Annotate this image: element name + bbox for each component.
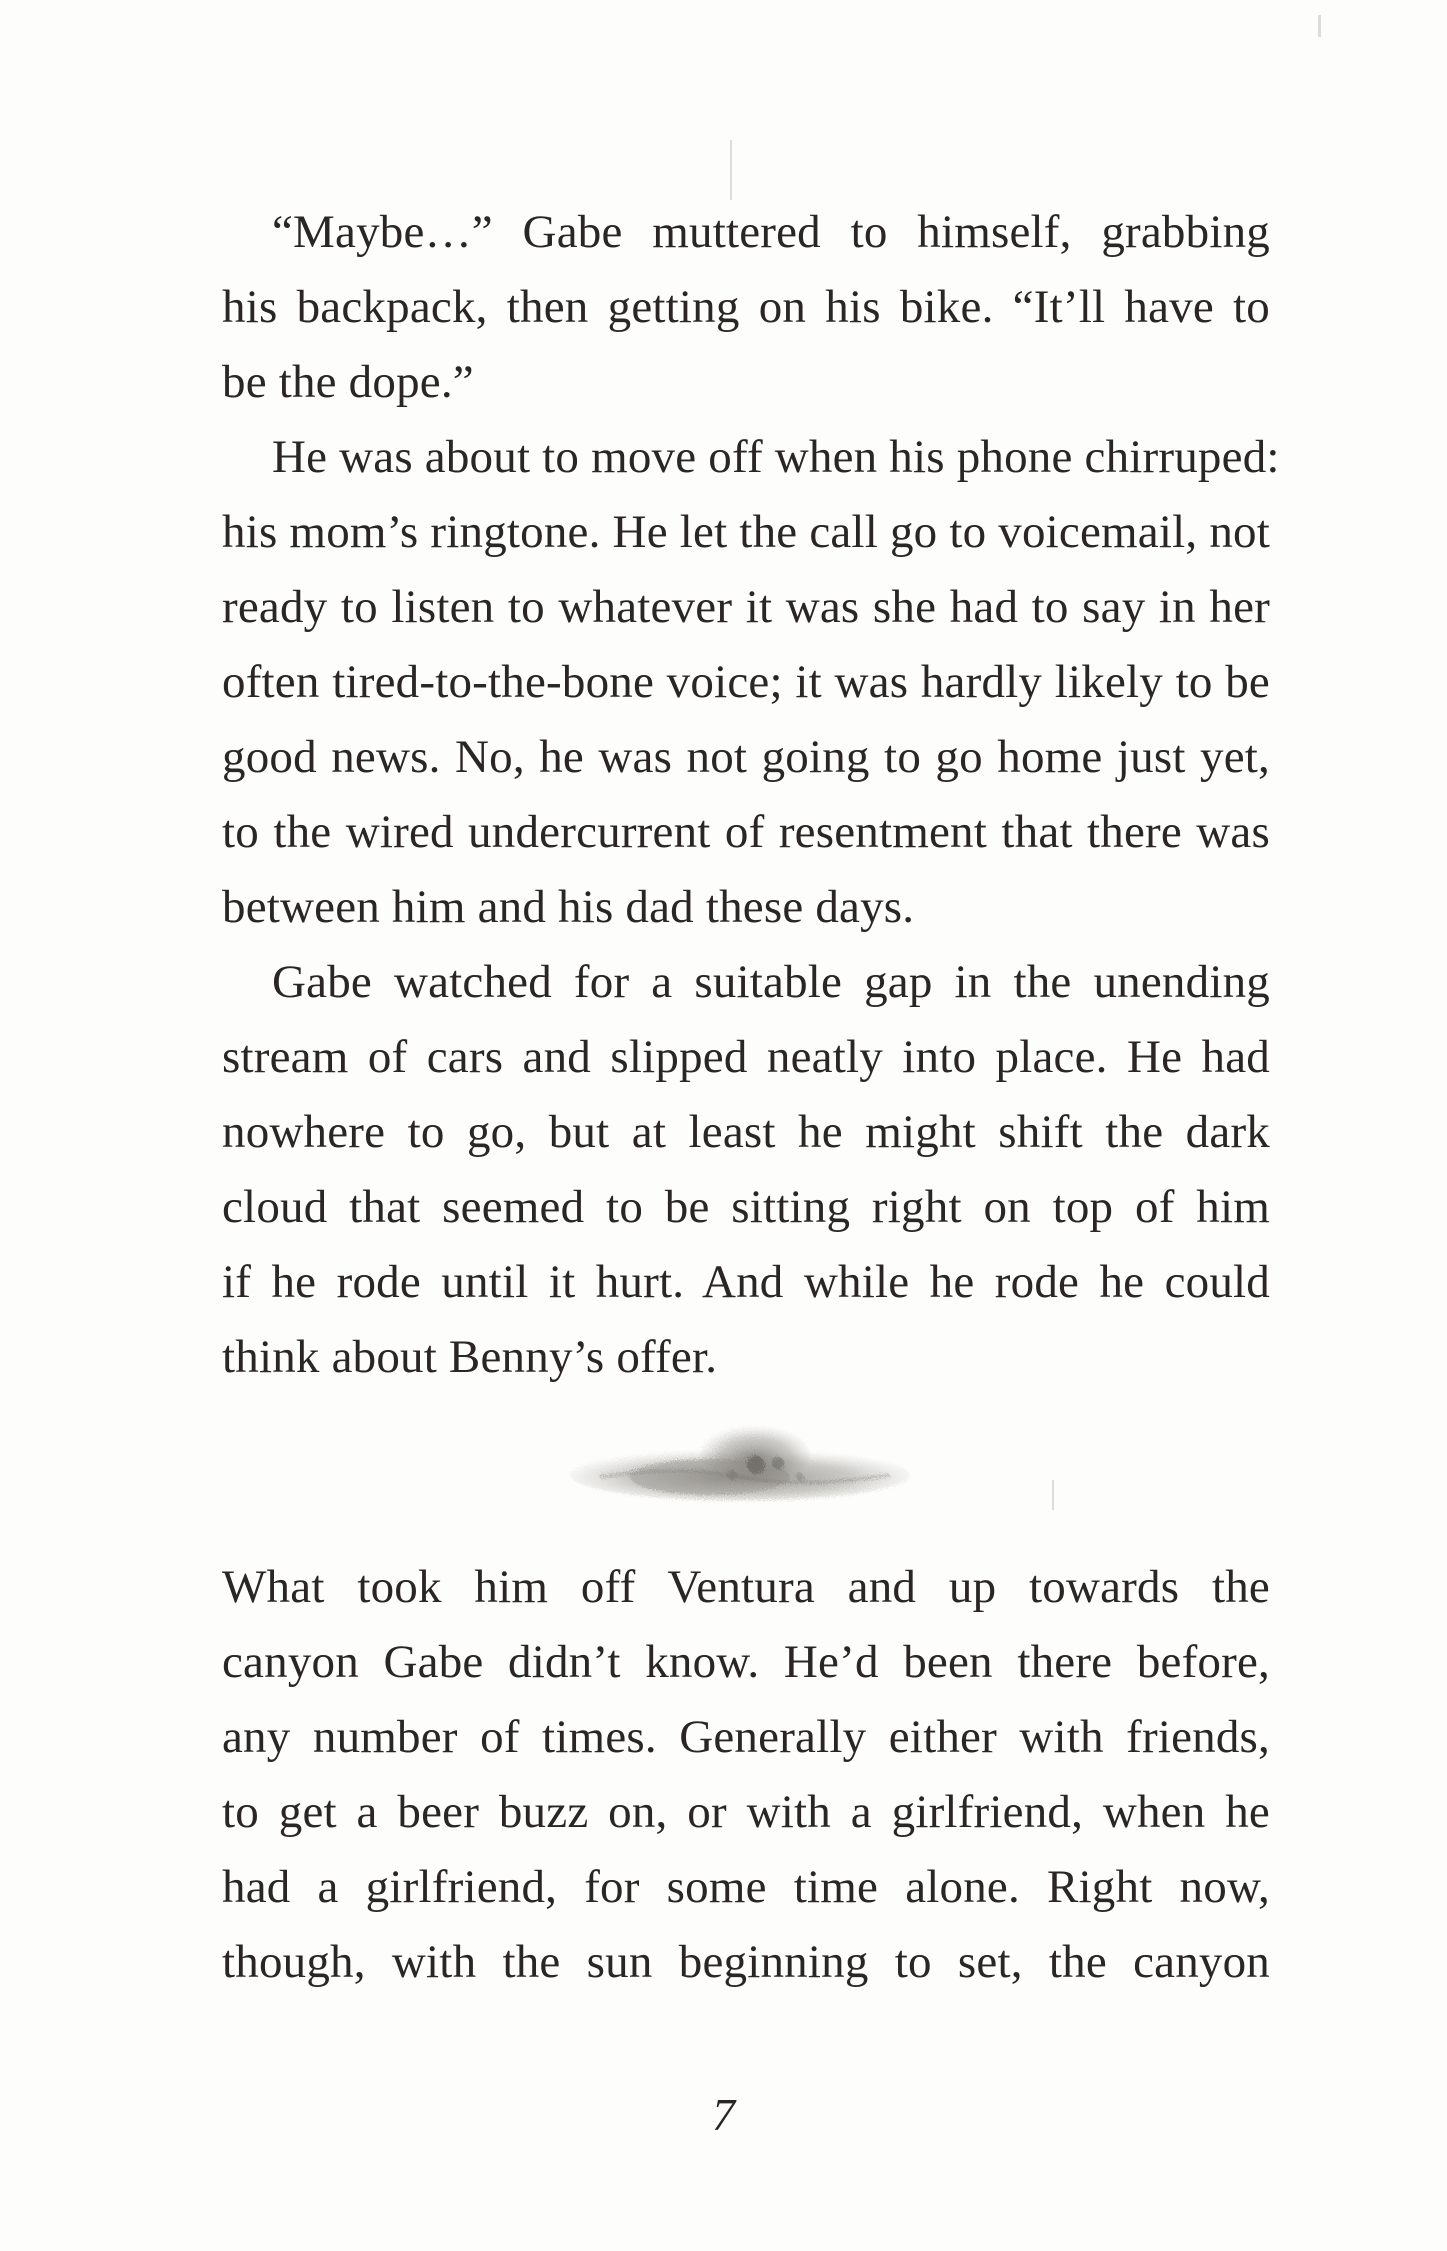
ink-scrub-vignette-icon xyxy=(560,1405,920,1525)
scan-mark xyxy=(1318,15,1321,37)
text-line: had a girlfriend, for some time alone. Right now, xyxy=(222,1861,1270,1913)
text-line: to get a beer buzz on, or with a girlfriend, when he xyxy=(222,1786,1270,1838)
text-line: his backpack, then getting on his bike. “It’ll have to xyxy=(222,281,1270,333)
text-line: be the dope.” xyxy=(222,356,474,408)
text-line: He was about to move off when his phone chirruped: xyxy=(272,431,1280,483)
text-line: What took him off Ventura and up towards the xyxy=(222,1561,1270,1613)
text-line: to the wired undercurrent of resentment that there was xyxy=(222,806,1270,858)
scan-mark xyxy=(1052,1480,1054,1510)
text-line: though, with the sun beginning to set, the canyon xyxy=(222,1936,1270,1988)
text-line: his mom’s ringtone. He let the call go to voicemail, not xyxy=(222,506,1270,558)
text-line: good news. No, he was not going to go home just yet, xyxy=(222,731,1270,783)
text-line: think about Benny’s offer. xyxy=(222,1331,718,1383)
text-line: stream of cars and slipped neatly into place. He had xyxy=(222,1031,1270,1083)
text-line: any number of times. Generally either with friends, xyxy=(222,1711,1270,1763)
text-line: Gabe watched for a suitable gap in the unending xyxy=(272,956,1270,1008)
text-line: if he rode until it hurt. And while he rode he could xyxy=(222,1256,1270,1308)
text-line: cloud that seemed to be sitting right on top of him xyxy=(222,1181,1270,1233)
scan-mark xyxy=(730,140,732,200)
text-block-top xyxy=(222,195,1280,1395)
text-line: canyon Gabe didn’t know. He’d been there before, xyxy=(222,1636,1270,1688)
text-line: ready to listen to whatever it was she had to say in her xyxy=(222,581,1270,633)
text-line: nowhere to go, but at least he might shift the dark xyxy=(222,1106,1270,1158)
page-number: 7 xyxy=(712,2089,735,2140)
text-line: “Maybe…” Gabe muttered to himself, grabbing xyxy=(272,206,1270,258)
text-line: often tired-to-the-bone voice; it was hardly likely to be xyxy=(222,656,1270,708)
text-line: between him and his dad these days. xyxy=(222,881,915,933)
text-block-bottom xyxy=(222,1550,1270,2000)
